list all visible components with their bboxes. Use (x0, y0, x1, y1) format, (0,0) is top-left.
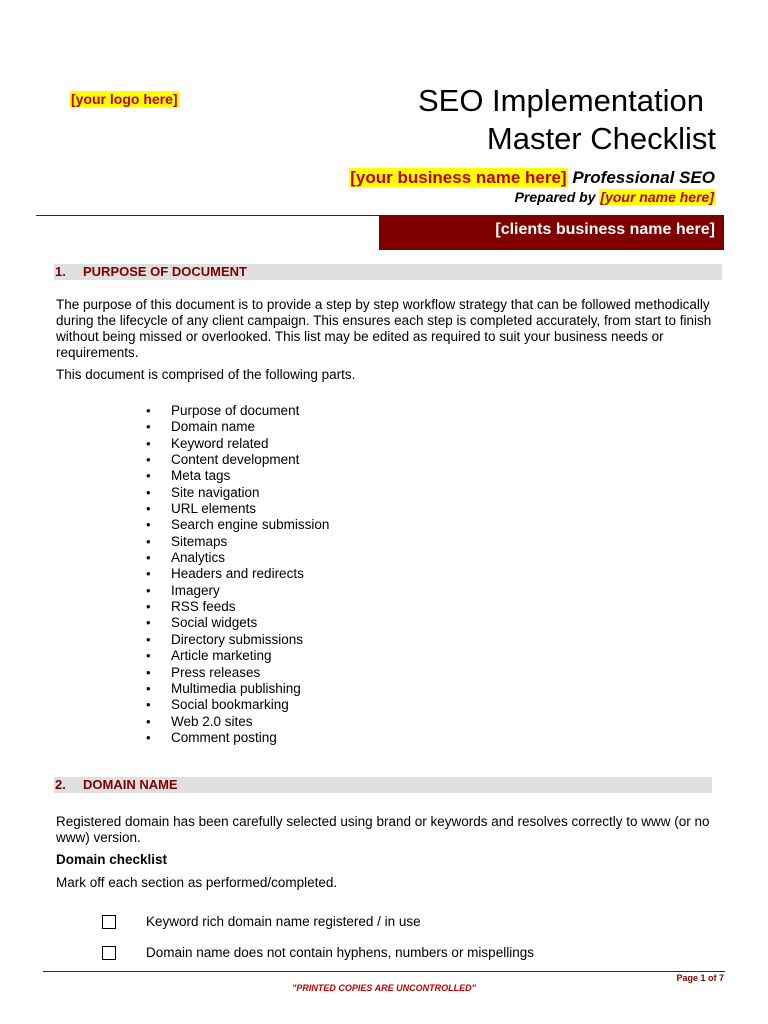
section-2-paragraph: Registered domain has been carefully selected using brand or keywords and resolves correctly to www (or no www) version. (56, 814, 710, 845)
section-2-number: 2. (55, 777, 66, 792)
checklist-item-label: Domain name does not contain hyphens, numbers or mispellings (146, 945, 534, 960)
business-line (349, 168, 715, 188)
list-item: • RSS feeds (146, 599, 329, 615)
prepared-by-line (515, 189, 715, 205)
section-1-number: 1. (55, 264, 66, 279)
title-line-1: SEO Implementation (417, 83, 704, 118)
list-item: • Headers and redirects (146, 566, 329, 582)
list-item: • Article marketing (146, 648, 329, 664)
list-item: • Web 2.0 sites (146, 714, 329, 730)
section-1-heading (54, 264, 722, 280)
list-item: • Directory submissions (146, 632, 329, 648)
checklist-row[interactable] (102, 945, 534, 961)
list-item: • Social bookmarking (146, 697, 329, 713)
list-item: • Keyword related (146, 436, 329, 452)
list-item: • Content development (146, 452, 329, 468)
list-item: • Comment posting (146, 730, 329, 746)
section-1-paragraph: The purpose of this document is to provide a step by step workflow strategy that can be followed methodically during the lifecycle of any client campaign. This ensures each step is completed accurately, from start to finish without being missed or overlooked. This list may be edited as required to suit your business needs or requirements. (56, 297, 712, 360)
logo-placeholder: [your logo here] (71, 91, 178, 107)
business-name-placeholder: [your business name here] (350, 168, 567, 187)
list-item: • Imagery (146, 583, 329, 599)
document-title (296, 82, 716, 158)
list-item: • Search engine submission (146, 517, 329, 533)
footer-divider (43, 971, 725, 972)
section-1-intro: This document is comprised of the following parts. (56, 367, 356, 382)
list-item: • Analytics (146, 550, 329, 566)
page-number: Page 1 of 7 (676, 973, 724, 983)
prepared-by-label: Prepared by (514, 189, 596, 205)
title-line-2: Master Checklist (486, 121, 716, 156)
list-item: • Domain name (146, 419, 329, 435)
list-item: • Sitemaps (146, 534, 329, 550)
checklist-instruction: Mark off each section as performed/completed. (56, 875, 338, 890)
list-item: • Meta tags (146, 468, 329, 484)
section-2-heading (54, 777, 712, 793)
checklist-row[interactable] (102, 914, 421, 930)
list-item: • Site navigation (146, 485, 329, 501)
client-name-banner: [clients business name here] (379, 215, 724, 250)
list-item: • Purpose of document (146, 403, 329, 419)
section-2-title: DOMAIN NAME (83, 777, 178, 792)
checkbox[interactable] (102, 915, 116, 929)
list-item: • Press releases (146, 665, 329, 681)
service-label: Professional SEO (572, 168, 715, 187)
section-1-title: PURPOSE OF DOCUMENT (83, 264, 247, 279)
checklist-item-label: Keyword rich domain name registered / in use (146, 914, 421, 929)
list-item: • Social widgets (146, 615, 329, 631)
domain-checklist-title: Domain checklist (56, 852, 168, 867)
checkbox[interactable] (102, 946, 116, 960)
list-item: • Multimedia publishing (146, 681, 329, 697)
document-parts-list (146, 403, 329, 746)
author-name-placeholder: [your name here] (600, 189, 714, 205)
list-item: • URL elements (146, 501, 329, 517)
footer-notice: "PRINTED COPIES ARE UNCONTROLLED" (292, 983, 476, 993)
